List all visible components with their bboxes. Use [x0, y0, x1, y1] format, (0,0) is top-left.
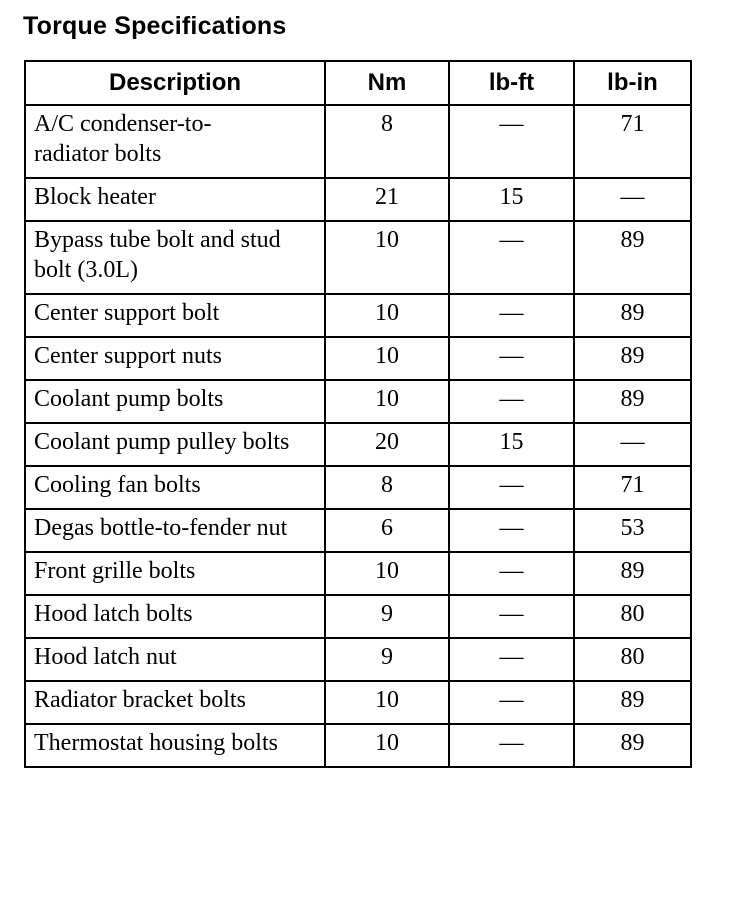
description-cell: Cooling fan bolts [25, 466, 325, 509]
table-row [25, 595, 691, 638]
table-row [25, 552, 691, 595]
nm-cell: 8 [325, 466, 449, 509]
nm-cell: 10 [325, 380, 449, 423]
table-row [25, 638, 691, 681]
lb-in-cell: 80 [574, 638, 691, 681]
table-row [25, 423, 691, 466]
table-row [25, 337, 691, 380]
description-cell: Front grille bolts [25, 552, 325, 595]
lb-ft-cell: 15 [449, 423, 574, 466]
table-row [25, 380, 691, 423]
lb-ft-cell: — [449, 552, 574, 595]
table-row [25, 221, 691, 294]
description-cell: Center support nuts [25, 337, 325, 380]
page-title: Torque Specifications [23, 12, 287, 40]
lb-in-cell: 71 [574, 466, 691, 509]
lb-in-cell: 53 [574, 509, 691, 552]
lb-ft-cell: — [449, 595, 574, 638]
lb-ft-cell: — [449, 337, 574, 380]
column-header-description: Description [25, 61, 325, 105]
nm-cell: 9 [325, 638, 449, 681]
description-cell: Coolant pump pulley bolts [25, 423, 325, 466]
nm-cell: 20 [325, 423, 449, 466]
description-cell: Center support bolt [25, 294, 325, 337]
lb-ft-cell: 15 [449, 178, 574, 221]
table-row [25, 724, 691, 767]
lb-ft-cell: — [449, 105, 574, 178]
nm-cell: 8 [325, 105, 449, 178]
lb-ft-cell: — [449, 638, 574, 681]
nm-cell: 10 [325, 221, 449, 294]
table-row [25, 294, 691, 337]
nm-cell: 10 [325, 724, 449, 767]
lb-ft-cell: — [449, 681, 574, 724]
lb-ft-cell: — [449, 509, 574, 552]
header-row [25, 61, 691, 105]
column-header-nm: Nm [325, 61, 449, 105]
description-cell: Block heater [25, 178, 325, 221]
column-header-lb-in: lb-in [574, 61, 691, 105]
description-cell: Thermostat housing bolts [25, 724, 325, 767]
lb-in-cell: 89 [574, 221, 691, 294]
nm-cell: 9 [325, 595, 449, 638]
nm-cell: 10 [325, 552, 449, 595]
lb-ft-cell: — [449, 466, 574, 509]
column-header-lb-ft: lb-ft [449, 61, 574, 105]
lb-in-cell: 89 [574, 380, 691, 423]
table-row [25, 509, 691, 552]
table-row [25, 105, 691, 178]
table-row [25, 681, 691, 724]
description-cell: Radiator bracket bolts [25, 681, 325, 724]
lb-ft-cell: — [449, 221, 574, 294]
torque-specifications-table [24, 60, 692, 768]
lb-in-cell: 80 [574, 595, 691, 638]
nm-cell: 10 [325, 337, 449, 380]
lb-ft-cell: — [449, 294, 574, 337]
lb-ft-cell: — [449, 724, 574, 767]
description-cell: Hood latch bolts [25, 595, 325, 638]
table-row [25, 178, 691, 221]
lb-in-cell: 89 [574, 337, 691, 380]
nm-cell: 6 [325, 509, 449, 552]
description-cell: Coolant pump bolts [25, 380, 325, 423]
lb-in-cell: — [574, 423, 691, 466]
lb-in-cell: 89 [574, 552, 691, 595]
description-cell: Degas bottle-to-fender nut [25, 509, 325, 552]
description-cell: Bypass tube bolt and stud bolt (3.0L) [25, 221, 325, 294]
nm-cell: 21 [325, 178, 449, 221]
table-row [25, 466, 691, 509]
description-cell: A/C condenser-to-radiator bolts [25, 105, 325, 178]
lb-in-cell: 89 [574, 724, 691, 767]
nm-cell: 10 [325, 294, 449, 337]
nm-cell: 10 [325, 681, 449, 724]
lb-in-cell: 71 [574, 105, 691, 178]
lb-in-cell: 89 [574, 294, 691, 337]
description-cell: Hood latch nut [25, 638, 325, 681]
lb-in-cell: — [574, 178, 691, 221]
lb-ft-cell: — [449, 380, 574, 423]
lb-in-cell: 89 [574, 681, 691, 724]
